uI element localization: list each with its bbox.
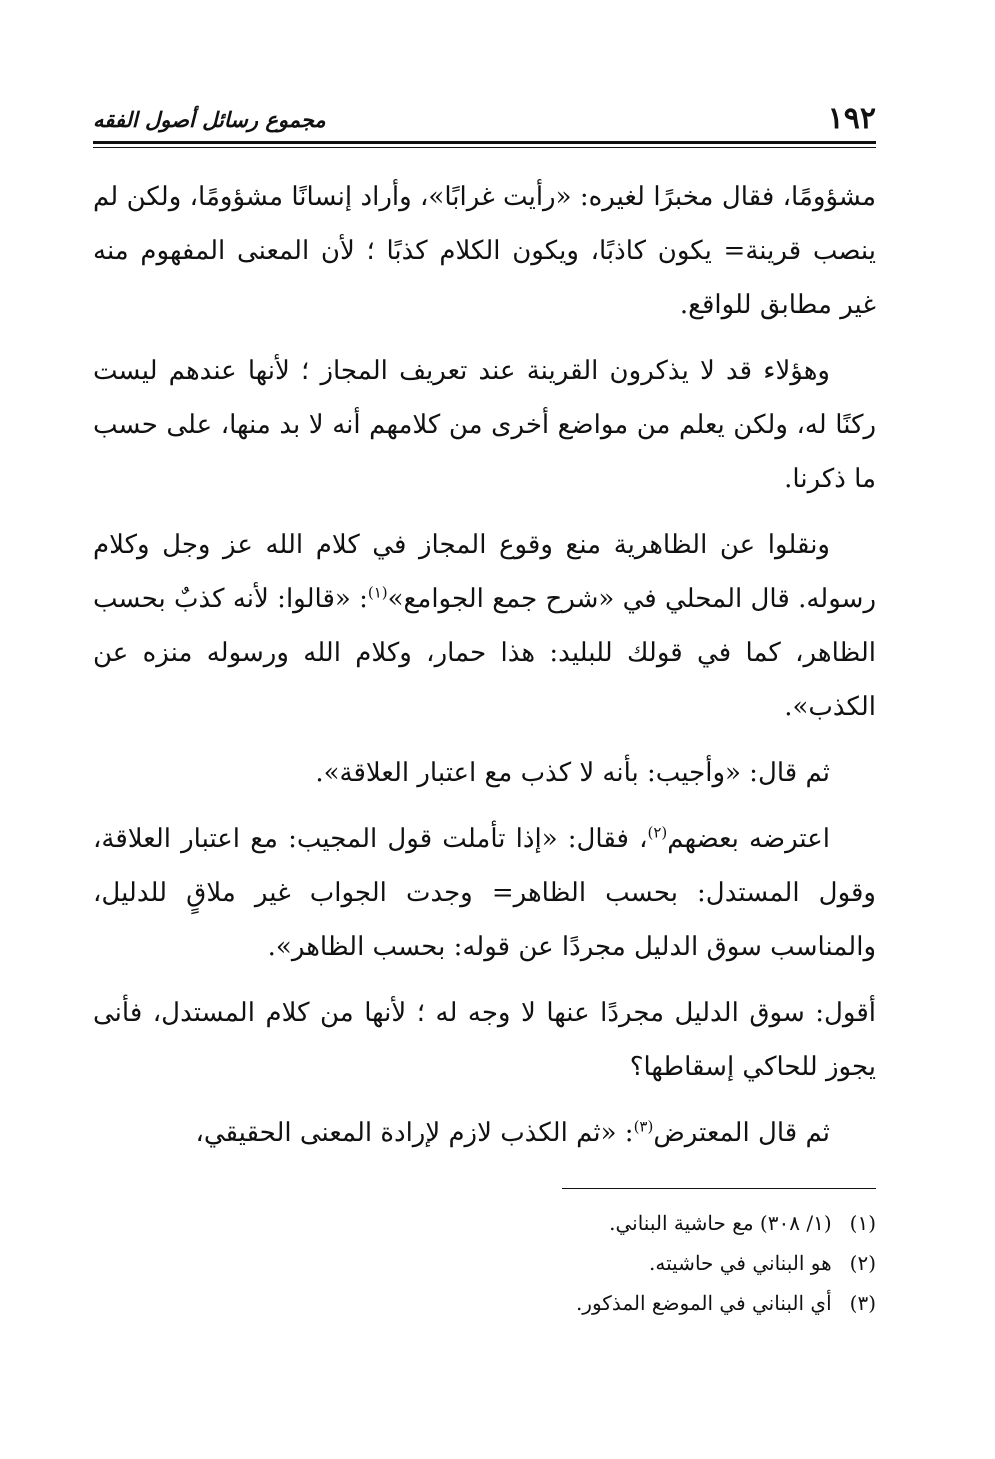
paragraph-text: : «قالوا: لأنه كذبٌ بحسب الظاهر، كما في قولك للبليد: هذا حمار، وكلام الله ورسوله منزه عن الكذب». — [93, 584, 876, 722]
footnote-text: هو البناني في حاشيته. — [649, 1251, 832, 1275]
paragraph-5 — [93, 812, 876, 974]
paragraph-2 — [93, 344, 876, 506]
paragraph-1 — [93, 170, 876, 332]
footnote-ref-3[interactable]: (٣) — [633, 1117, 654, 1136]
paragraph-text: ثم قال: «وأجيب: بأنه لا كذب مع اعتبار العلاقة». — [315, 758, 830, 788]
header-rule-thin — [93, 147, 876, 148]
paragraph-3 — [93, 518, 876, 734]
footnote-ref-1[interactable]: (١) — [367, 583, 388, 602]
paragraph-text: وهؤلاء قد لا يذكرون القرينة عند تعريف المجاز ؛ لأنها عندهم ليست ركنًا له، ولكن يعلم من مواضع أخرى من كلامهم أنه لا بد منها، على حسب ما ذكرنا. — [93, 356, 876, 494]
paragraph-7 — [93, 1106, 876, 1160]
footnote-1 — [93, 1203, 876, 1243]
page-number: ١٩٢ — [827, 101, 876, 136]
page-header — [93, 100, 876, 140]
footnote-text: أي البناني في الموضع المذكور. — [575, 1291, 832, 1315]
footnote-ref-2[interactable]: (٢) — [647, 823, 668, 842]
footnote-separator — [562, 1188, 876, 1189]
header-rule-thick — [93, 141, 876, 144]
main-text — [93, 170, 876, 1172]
footnote-number: (٢) — [849, 1251, 876, 1275]
paragraph-text: اعترضه بعضهم — [667, 824, 831, 854]
paragraph-text: أقول: سوق الدليل مجردًا عنها لا وجه له ؛ لأنها من كلام المستدل، فأنى يجوز للحاكي إسقاطها؟ — [93, 998, 876, 1082]
running-title: مجموع رسائل أصول الفقه — [93, 107, 326, 132]
footnote-text: (١/ ٣٠٨) مع حاشية البناني. — [609, 1211, 832, 1235]
footnote-3 — [93, 1283, 876, 1323]
paragraph-4 — [93, 746, 876, 800]
paragraph-text: : «ثم الكذب لازم لإرادة المعنى الحقيقي، — [195, 1118, 634, 1148]
paragraph-text: ونقلوا عن الظاهرية منع وقوع المجاز في كلام الله عز وجل وكلام رسوله. قال المحلي في «شرح جمع الجوامع» — [93, 530, 876, 614]
paragraph-text: ثم قال المعترض — [653, 1118, 830, 1148]
paragraph-text: مشؤومًا، فقال مخبرًا لغيره: «رأيت غرابًا»، وأراد إنسانًا مشؤومًا، ولكن لم ينصب قرينة= يكون كاذبًا، ويكون الكلام كذبًا ؛ لأن المعنى المفهوم منه غير مطابق للواقع. — [93, 182, 876, 320]
paragraph-text: ، فقال: «إذا تأملت قول المجيب: مع اعتبار العلاقة، وقول المستدل: بحسب الظاهر= وجدت الجواب غير ملاقٍ للدليل، والمناسب سوق الدليل مجردًا عن قوله: بحسب الظاهر». — [93, 824, 876, 962]
footnote-2 — [93, 1243, 876, 1283]
footnote-number: (٣) — [849, 1291, 876, 1315]
footnotes — [93, 1203, 876, 1323]
footnote-number: (١) — [849, 1211, 876, 1235]
paragraph-6 — [93, 986, 876, 1094]
